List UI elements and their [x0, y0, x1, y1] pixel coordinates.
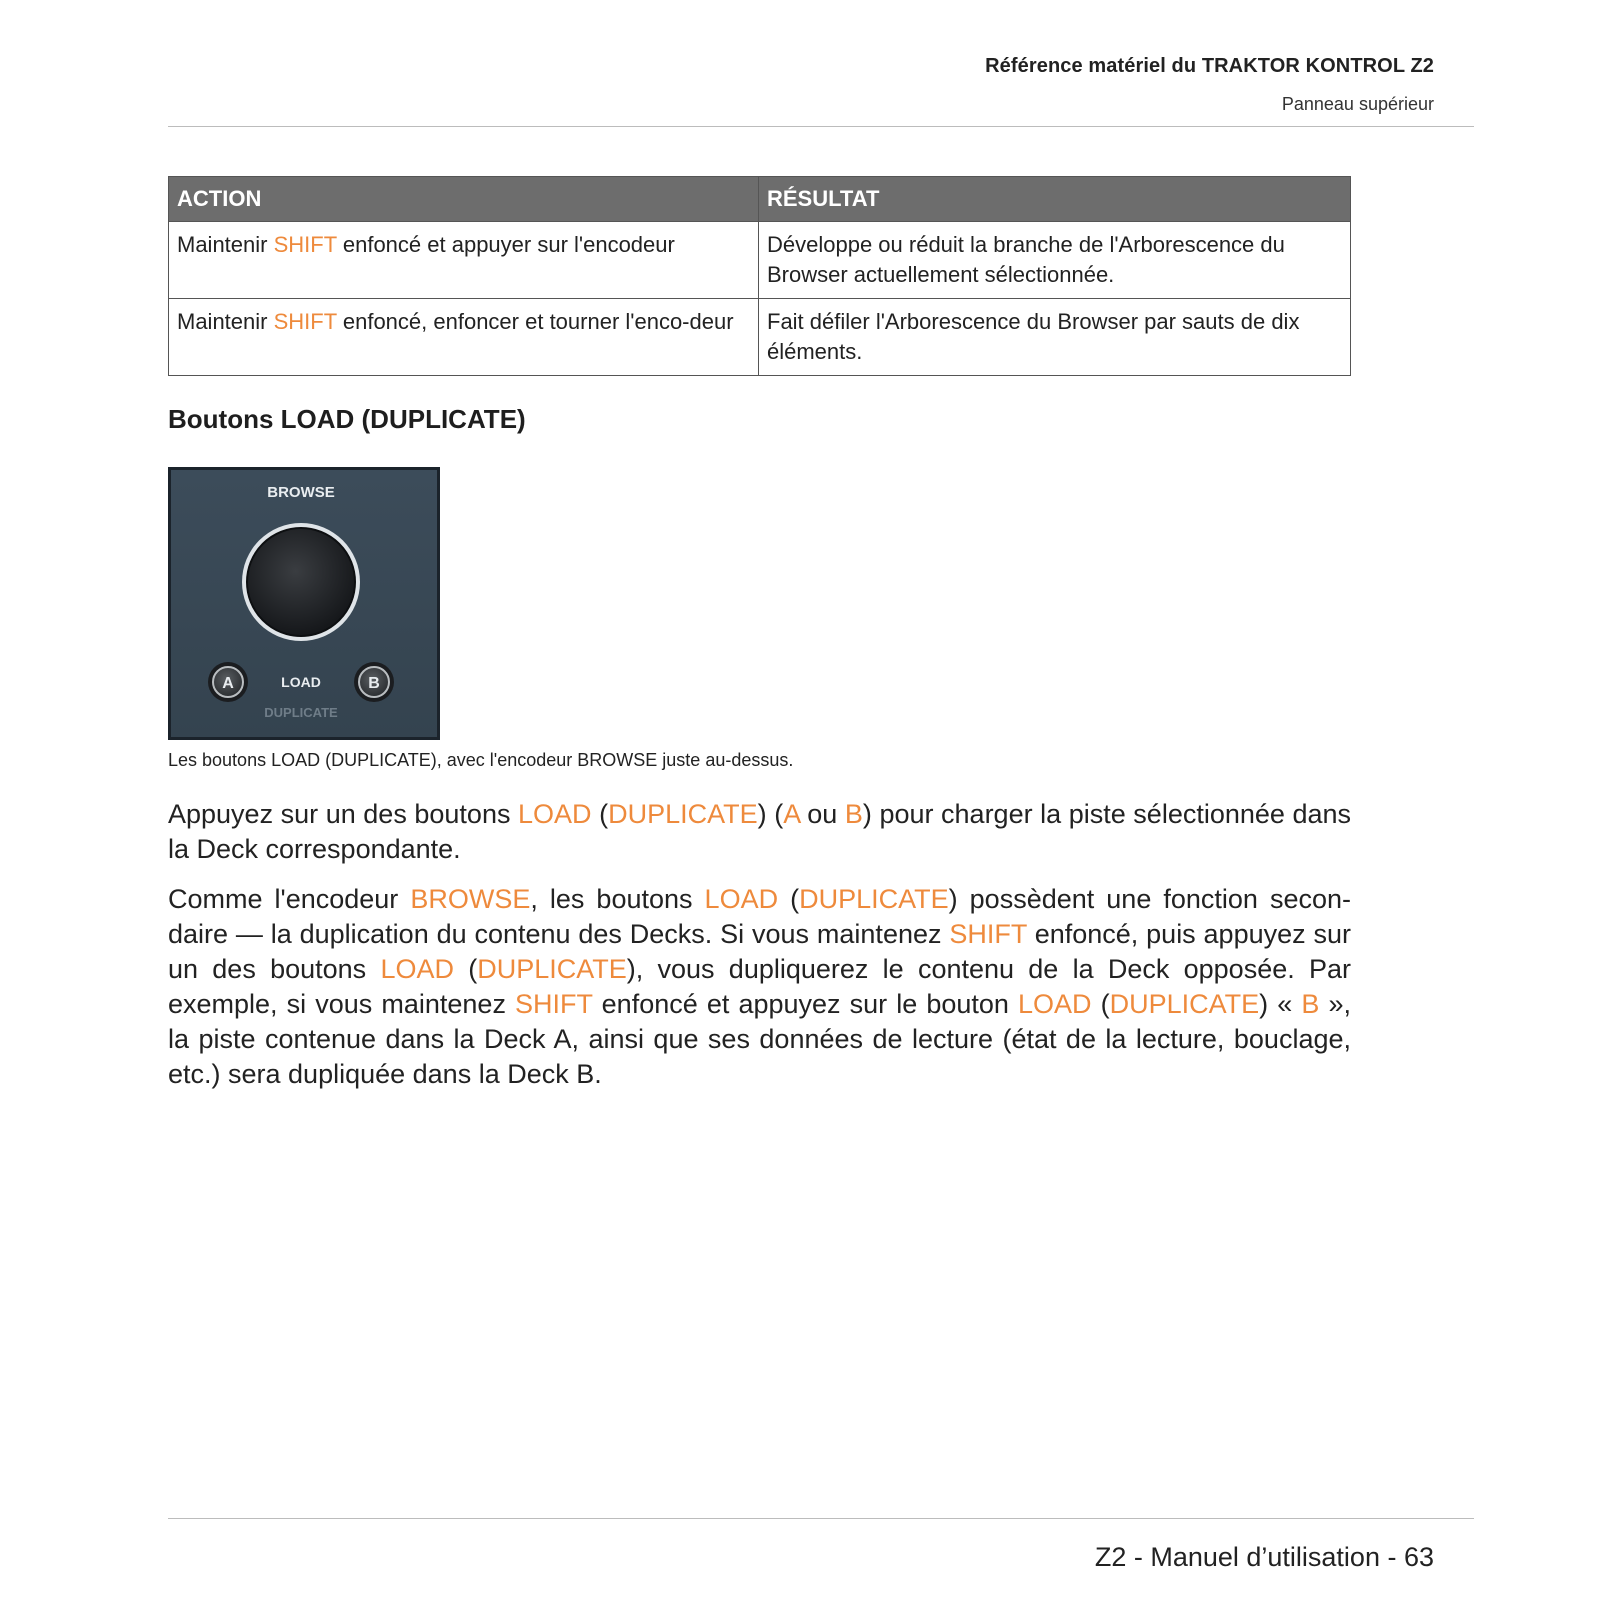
text-run: ) « [1259, 989, 1302, 1019]
load-b-label: B [368, 675, 380, 692]
text-run: Comme l'encodeur [168, 884, 411, 914]
browse-label: BROWSE [267, 484, 335, 501]
highlight-run: SHIFT [949, 919, 1027, 949]
highlight-run: LOAD [380, 954, 454, 984]
browse-load-panel-illustration [171, 470, 437, 737]
running-header-subtitle: Panneau supérieur [1281, 94, 1434, 114]
text-run: », la piste contenue dans la Deck A, ainsi que ses données de lecture (état de la lecture, bouclage, etc.) sera dupliquée dans la Deck B. [168, 989, 1352, 1089]
result-cell: Développe ou réduit la branche de l'Arborescence du Browser actuellement sélectionnée. [759, 222, 1351, 299]
highlight-run: LOAD [704, 884, 779, 914]
highlight-run: B [1301, 989, 1320, 1019]
highlight-run: LOAD [518, 799, 592, 829]
highlight-run: A [783, 799, 800, 829]
duplicate-label: DUPLICATE [264, 705, 338, 720]
highlight-run: DUPLICATE [1109, 989, 1260, 1019]
table-header-row [169, 177, 1351, 222]
hardware-photo [168, 467, 440, 740]
running-header-title: Référence matériel du TRAKTOR KONTROL Z2 [985, 55, 1434, 77]
highlight-run: SHIFT [515, 989, 593, 1019]
result-cell: Fait défiler l'Arborescence du Browser par sauts de dix éléments. [759, 299, 1351, 376]
action-text: enfoncé, enfoncer et tourner l'enco-deur [336, 309, 734, 334]
text-run: ( [778, 884, 800, 914]
text-run: Appuyez sur un des boutons [168, 799, 519, 829]
action-text: Maintenir [177, 309, 274, 334]
action-cell [169, 222, 759, 299]
column-header-action: ACTION [169, 177, 759, 222]
body-paragraph-1 [168, 797, 1351, 867]
highlight-run: LOAD [1018, 989, 1092, 1019]
text-run: enfoncé, puis appuyez sur un des boutons [168, 919, 1351, 984]
text-run: ou [799, 799, 845, 829]
header-rule [168, 126, 1474, 127]
highlight-run: DUPLICATE [477, 954, 627, 984]
text-run: ) ( [757, 799, 784, 829]
text-run: , les boutons [530, 884, 705, 914]
figure-caption: Les boutons LOAD (DUPLICATE), avec l'encodeur BROWSE juste au-dessus. [168, 750, 794, 770]
text-run: ( [591, 799, 609, 829]
highlight-run: BROWSE [410, 884, 531, 914]
action-highlight: SHIFT [273, 309, 337, 334]
footer-rule [168, 1518, 1474, 1519]
table-row [169, 222, 1351, 299]
load-a-label: A [222, 675, 234, 692]
action-cell [169, 299, 759, 376]
text-run: ) pour charger la piste sélectionnée dans la Deck correspondante. [168, 799, 1352, 864]
text-run: ( [1091, 989, 1110, 1019]
action-text: enfoncé et appuyer sur l'encodeur [336, 232, 675, 257]
column-header-result: RÉSULTAT [759, 177, 1351, 222]
section-title: Boutons LOAD (DUPLICATE) [168, 404, 526, 434]
action-text: Maintenir [177, 232, 274, 257]
highlight-run: DUPLICATE [608, 799, 758, 829]
body-paragraph-2 [168, 882, 1351, 1092]
page-footer: Z2 - Manuel d’utilisation - 63 [1094, 1542, 1434, 1572]
table-row [169, 299, 1351, 376]
text-run: ), vous dupliquerez le contenu de la Deck opposée. Par exemple, si vous maintenez [168, 954, 1352, 1019]
text-run: ( [453, 954, 478, 984]
action-table [168, 176, 1351, 376]
action-highlight: SHIFT [273, 232, 337, 257]
text-run: enfoncé et appuyez sur le bouton [592, 989, 1019, 1019]
highlight-run: B [844, 799, 863, 829]
highlight-run: DUPLICATE [799, 884, 949, 914]
text-run: ) possèdent une fonction secon-daire — la duplication du contenu des Decks. Si vous maintenez [168, 884, 1352, 949]
load-label: LOAD [281, 674, 321, 690]
